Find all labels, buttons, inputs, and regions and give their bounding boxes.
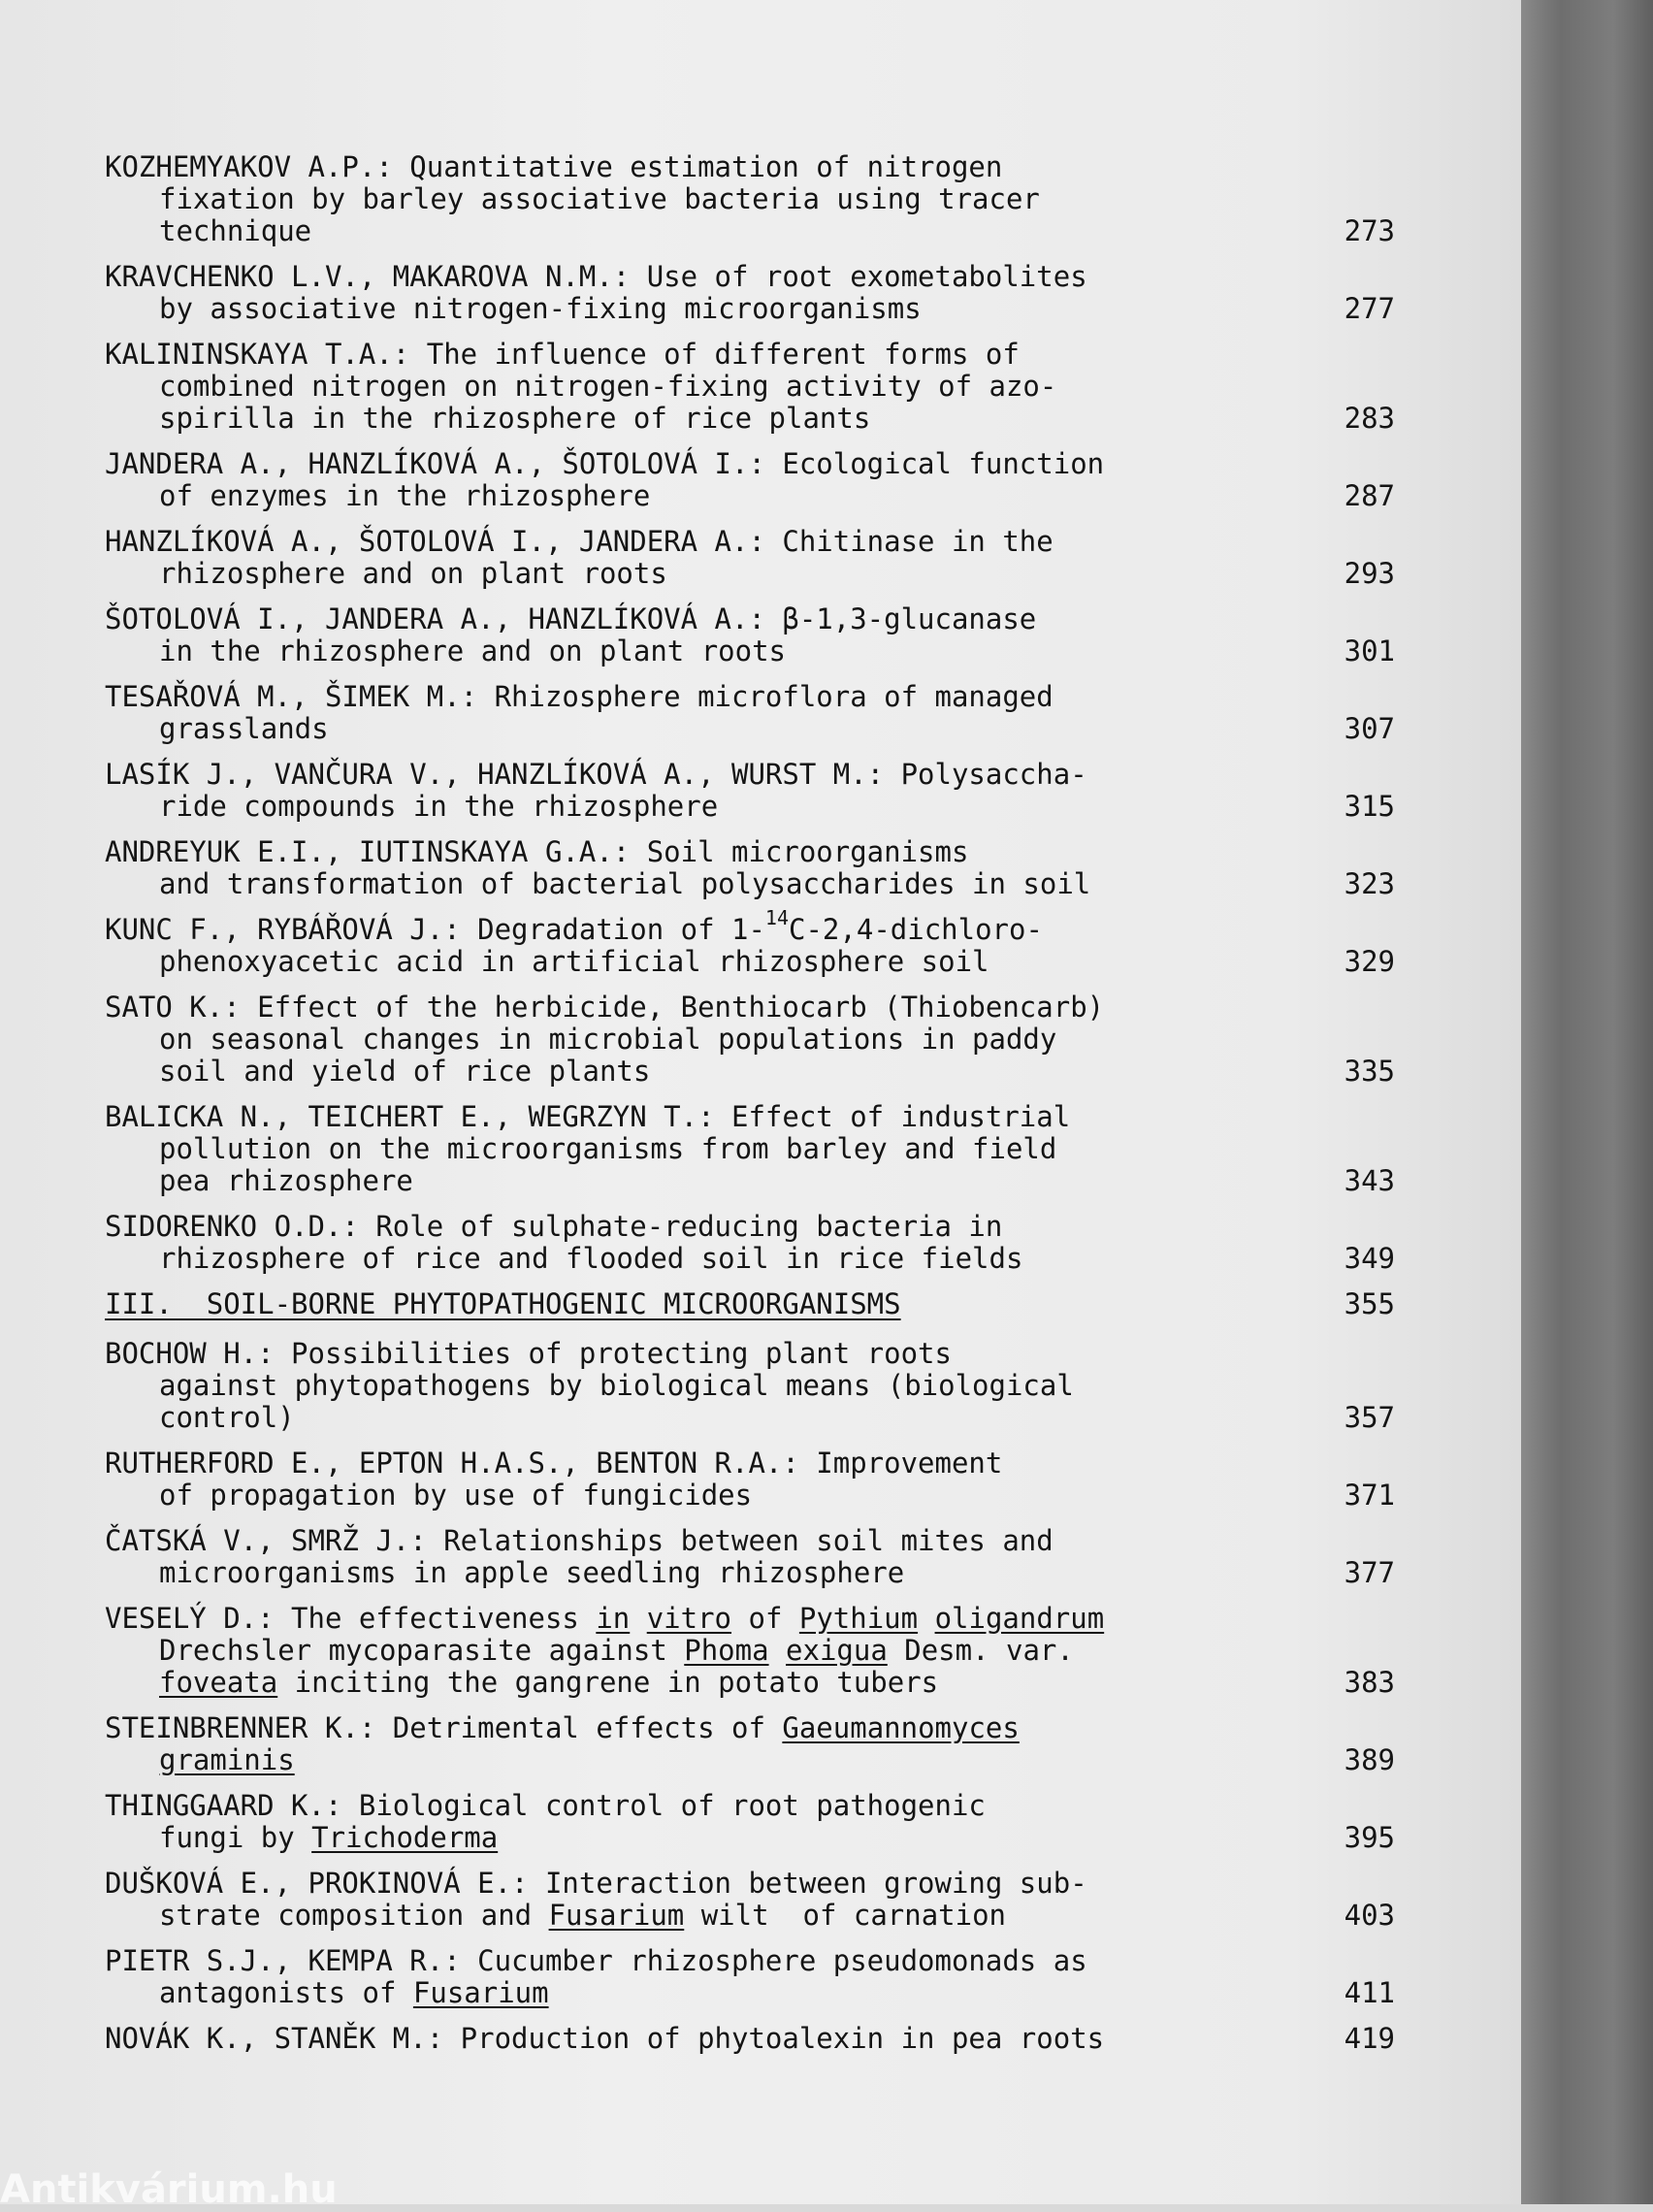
entry-line: and transformation of bacterial polysaccharides in soil <box>159 867 1091 900</box>
toc-entry <box>105 1338 1395 1434</box>
entry-title <box>105 151 1230 247</box>
entry-line: against phytopathogens by biological means (biological <box>159 1369 1074 1402</box>
entry-line: KOZHEMYAKOV A.P.: Quantitative estimation of nitrogen <box>105 150 1003 183</box>
entry-text: Drechsler mycoparasite against <box>159 1634 685 1667</box>
entry-line <box>105 1977 1230 2009</box>
page-number: 293 <box>1344 557 1395 590</box>
entry-line: ŠOTOLOVÁ I., JANDERA A., HANZLÍKOVÁ A.: β-1,3-glucanase <box>105 602 1037 635</box>
entry-line: ride compounds in the rhizosphere <box>159 790 719 823</box>
entry-line: RUTHERFORD E., EPTON H.A.S., BENTON R.A.: Improvement <box>105 1447 1003 1480</box>
toc-entry <box>105 1790 1395 1854</box>
page-number: 371 <box>1344 1479 1395 1512</box>
entry-title <box>105 1712 1230 1776</box>
latin-term: vitro <box>646 1602 732 1635</box>
entry-title <box>105 603 1230 667</box>
toc-entry <box>105 1712 1395 1776</box>
entry-line: rhizosphere and on plant roots <box>159 557 667 590</box>
entry-title <box>105 1525 1230 1589</box>
entry-title <box>105 1945 1230 2009</box>
entry-title <box>105 526 1230 590</box>
page-number: 411 <box>1344 1976 1395 2009</box>
page-number: 349 <box>1344 1242 1395 1275</box>
latin-term: Trichoderma <box>311 1821 499 1854</box>
entry-text: VESELÝ D.: The effectiveness <box>105 1602 597 1635</box>
latin-term: graminis <box>159 1743 295 1776</box>
entry-title <box>105 1448 1230 1512</box>
isotope-superscript: 14 <box>764 906 790 930</box>
entry-line <box>105 1635 1230 1667</box>
page-edge-shadow <box>1521 0 1653 2204</box>
entry-line: pea rhizosphere <box>159 1164 413 1197</box>
page-number: 403 <box>1344 1899 1395 1932</box>
entry-line: spirilla in the rhizosphere of rice plants <box>159 402 871 435</box>
entry-text: KUNC F., RYBÁŘOVÁ J.: Degradation of 1- <box>105 913 765 946</box>
toc-entry <box>105 1603 1395 1699</box>
latin-term: Gaeumannomyces <box>782 1711 1020 1744</box>
toc-entry <box>105 151 1395 247</box>
latin-term: Fusarium <box>412 1976 549 2009</box>
entry-line: pollution on the microorganisms from barley and field <box>159 1132 1057 1165</box>
entry-line: SIDORENKO O.D.: Role of sulphate-reducing bacteria in <box>105 1210 1003 1243</box>
entry-line: NOVÁK K., STANĚK M.: Production of phytoalexin in pea roots <box>105 2022 1105 2055</box>
entry-text <box>918 1602 934 1635</box>
entry-line <box>105 1712 1230 1744</box>
watermark-logo: Antikvárium.hu <box>0 2167 338 2212</box>
entry-line <box>105 906 1230 946</box>
toc-entry <box>105 526 1395 590</box>
entry-title <box>105 759 1230 823</box>
entry-title <box>105 1603 1230 1699</box>
table-of-contents <box>105 151 1395 2068</box>
latin-term: Phoma <box>684 1634 769 1667</box>
page-number: 315 <box>1344 790 1395 823</box>
latin-term: Pythium <box>798 1602 919 1635</box>
entry-text: fungi by <box>159 1821 312 1854</box>
toc-entry <box>105 339 1395 435</box>
entry-title <box>105 1868 1230 1932</box>
entry-title <box>105 2023 1230 2055</box>
page-number: 355 <box>1344 1287 1395 1320</box>
entry-line <box>105 1603 1230 1635</box>
toc-entry <box>105 1525 1395 1589</box>
section-title: III. SOIL-BORNE PHYTOPATHOGENIC MICROORGANISMS <box>105 1287 901 1320</box>
toc-entry <box>105 681 1395 745</box>
page-number: 377 <box>1344 1556 1395 1589</box>
entry-line: of enzymes in the rhizosphere <box>159 479 651 512</box>
entry-line: SATO K.: Effect of the herbicide, Benthiocarb (Thiobencarb) <box>105 991 1105 1024</box>
page-number: 343 <box>1344 1164 1395 1197</box>
entry-line: HANZLÍKOVÁ A., ŠOTOLOVÁ I., JANDERA A.: Chitinase in the <box>105 525 1053 558</box>
page-number: 357 <box>1344 1401 1395 1434</box>
toc-entry <box>105 1448 1395 1512</box>
entry-line: ANDREYUK E.I., IUTINSKAYA G.A.: Soil microorganisms <box>105 835 969 868</box>
latin-term: exigua <box>786 1634 888 1667</box>
toc-entry <box>105 2023 1395 2055</box>
entry-title <box>105 681 1230 745</box>
entry-line <box>105 1667 1230 1699</box>
entry-title <box>105 906 1230 978</box>
entry-title <box>105 1101 1230 1197</box>
page-number: 287 <box>1344 479 1395 512</box>
entry-line: TESAŘOVÁ M., ŠIMEK M.: Rhizosphere microflora of managed <box>105 680 1053 713</box>
toc-entry <box>105 759 1395 823</box>
entry-line: of propagation by use of fungicides <box>159 1479 753 1512</box>
page-number: 277 <box>1344 292 1395 325</box>
toc-entry <box>105 603 1395 667</box>
page-number: 419 <box>1344 2022 1395 2055</box>
entry-line <box>105 1744 1230 1776</box>
entry-text: inciting the gangrene in potato tubers <box>277 1666 939 1699</box>
entry-text: wilt of carnation <box>684 1899 1006 1932</box>
latin-term: Fusarium <box>548 1899 685 1932</box>
entry-line: on seasonal changes in microbial populations in paddy <box>159 1023 1057 1056</box>
page-number: 395 <box>1344 1821 1395 1854</box>
page-number: 383 <box>1344 1666 1395 1699</box>
toc-entry <box>105 1101 1395 1197</box>
toc-entry <box>105 992 1395 1088</box>
entry-line: PIETR S.J., KEMPA R.: Cucumber rhizosphere pseudomonads as <box>105 1944 1087 1977</box>
page-number: 273 <box>1344 214 1395 247</box>
entry-line: phenoxyacetic acid in artificial rhizosphere soil <box>159 945 989 978</box>
entry-text: Desm. var. <box>887 1634 1074 1667</box>
page-number: 323 <box>1344 867 1395 900</box>
page-number: 329 <box>1344 945 1395 978</box>
page-number: 301 <box>1344 634 1395 667</box>
entry-line: BOCHOW H.: Possibilities of protecting plant roots <box>105 1337 952 1370</box>
toc-entry <box>105 1211 1395 1275</box>
entry-text: C-2,4-dichloro- <box>789 913 1043 946</box>
entry-line <box>105 1822 1230 1854</box>
entry-line: by associative nitrogen-fixing microorganisms <box>159 292 922 325</box>
entry-line: soil and yield of rice plants <box>159 1055 651 1088</box>
page-number: 307 <box>1344 712 1395 745</box>
entry-title <box>105 261 1230 325</box>
latin-term: in <box>596 1602 631 1635</box>
toc-entry <box>105 1945 1395 2009</box>
latin-term: foveata <box>159 1666 278 1699</box>
entry-text <box>769 1634 786 1667</box>
entry-title <box>105 1338 1230 1434</box>
entry-title <box>105 992 1230 1088</box>
entry-line: control) <box>159 1401 295 1434</box>
entry-text: of <box>731 1602 799 1635</box>
entry-line: KRAVCHENKO L.V., MAKAROVA N.M.: Use of root exometabolites <box>105 260 1087 293</box>
entry-line <box>105 1900 1230 1932</box>
entry-line: grasslands <box>159 712 329 745</box>
entry-line: rhizosphere of rice and flooded soil in rice fields <box>159 1242 1023 1275</box>
toc-entry <box>105 261 1395 325</box>
page-number: 283 <box>1344 402 1395 435</box>
entry-line: BALICKA N., TEICHERT E., WEGRZYN T.: Effect of industrial <box>105 1100 1071 1133</box>
page-number: 389 <box>1344 1743 1395 1776</box>
page-number: 335 <box>1344 1055 1395 1088</box>
toc-entry <box>105 1868 1395 1932</box>
section-heading <box>105 1288 1395 1320</box>
entry-line: LASÍK J., VANČURA V., HANZLÍKOVÁ A., WURST M.: Polysaccha- <box>105 758 1087 791</box>
entry-line: fixation by barley associative bacteria using tracer <box>159 182 1040 215</box>
entry-line: KALININSKAYA T.A.: The influence of different forms of <box>105 338 1020 371</box>
entry-line: technique <box>159 214 312 247</box>
entry-line: microorganisms in apple seedling rhizosphere <box>159 1556 905 1589</box>
entry-text: strate composition and <box>159 1899 549 1932</box>
entry-text <box>630 1602 646 1635</box>
entry-title <box>105 1211 1230 1275</box>
entry-line: THINGGAARD K.: Biological control of root pathogenic <box>105 1789 986 1822</box>
entry-line: combined nitrogen on nitrogen-fixing activity of azo- <box>159 370 1057 403</box>
entry-line: ČATSKÁ V., SMRŽ J.: Relationships between soil mites and <box>105 1524 1053 1557</box>
toc-entry <box>105 906 1395 978</box>
entry-title <box>105 339 1230 435</box>
entry-text: STEINBRENNER K.: Detrimental effects of <box>105 1711 783 1744</box>
entry-line: DUŠKOVÁ E., PROKINOVÁ E.: Interaction between growing sub- <box>105 1867 1087 1900</box>
entry-line: JANDERA A., HANZLÍKOVÁ A., ŠOTOLOVÁ I.: Ecological function <box>105 447 1105 480</box>
entry-title <box>105 448 1230 512</box>
toc-entry <box>105 448 1395 512</box>
latin-term: oligandrum <box>934 1602 1105 1635</box>
toc-entry <box>105 836 1395 900</box>
entry-text: antagonists of <box>159 1976 413 2009</box>
entry-title <box>105 836 1230 900</box>
entry-line: in the rhizosphere and on plant roots <box>159 634 787 667</box>
entry-title <box>105 1790 1230 1854</box>
